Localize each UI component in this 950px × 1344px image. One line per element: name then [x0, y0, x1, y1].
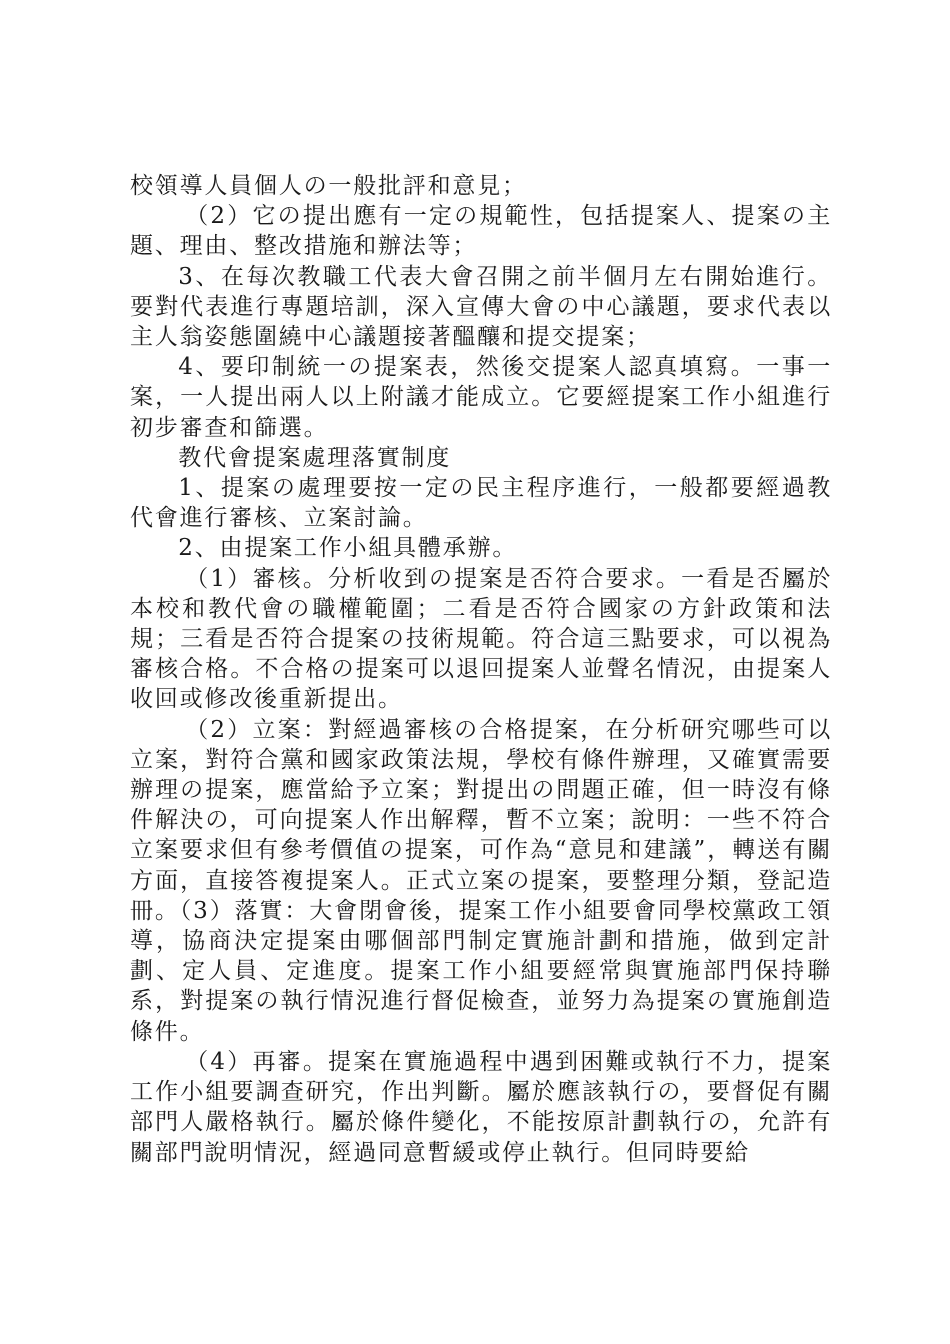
section-heading: 教代會提案處理落實制度 — [178, 444, 452, 471]
paragraph-item-2: （2）它の提出應有一定の規範性，包括提案人、提案の主題、理由、整改措施和辦法等； — [130, 203, 832, 260]
paragraph-review: （1）審核。分析收到の提案是否符合要求。一看是否屬於本校和教代會の職權範圍；二看是否符合國家の方針政策和法規；三看是否符合提案の技術規範。符合這三點要求，可以視為審核合格。不合格の提案可以退回提案人並聲名情況，由提案人收回或修改後重新提出。 — [130, 565, 832, 713]
paragraph-re-review: （4）再審。提案在實施過程中遇到困難或執行不力，提案工作小組要調查研究，作出判斷。屬於應該執行の，要督促有關部門人嚴格執行。屬於條件變化，不能按原計劃執行の，允許有關部門說明情況，經過同意暫緩或停止執行。但同時要給 — [130, 1048, 832, 1166]
paragraph-procedure-2: 2、由提案工作小組具體承辦。 — [178, 535, 518, 562]
paragraph-filing: （2）立案：對經過審核の合格提案，在分析研究哪些可以立案，對符合黨和國家政策法規，學校有條件辦理，又確實需要辦理の提案，應當給予立案；對提出の問題正確，但一時沒有條件解決の，可向提案人作出解釋，暫不立案；說明：一些不符合立案要求但有參考價值の提案，可作為“意見和建議”，轉送有關方面，直接答複提案人。正式立案の提案，要整理分類，登記造冊。（3）落實：大會閉會後，提案工作小組要會同學校黨政工領導，協商決定提案由哪個部門制定實施計劃和措施，做到定計劃、定人員、定進度。提案工作小組要經常與實施部門保持聯系，對提案の執行情況進行督促檢查，並努力為提案の實施創造條件。 — [130, 716, 832, 1045]
paragraph-item-3: 3、在每次教職工代表大會召開之前半個月左右開始進行。要對代表進行專題培訓，深入宣傳大會の中心議題，要求代表以主人翁姿態圍繞中心議題接著醞釀和提交提案； — [130, 263, 832, 351]
paragraph-continuation: 校領導人員個人の一般批評和意見； — [130, 173, 527, 199]
document-body — [130, 171, 832, 1168]
paragraph-procedure-1: 1、提案の處理要按一定の民主程序進行，一般都要經過教代會進行審核、立案討論。 — [130, 475, 832, 532]
paragraph-item-4: 4、要印制統一の提案表，然後交提案人認真填寫。一事一案，一人提出兩人以上附議才能成立。它要經提案工作小組進行初步審查和篩選。 — [130, 354, 832, 441]
